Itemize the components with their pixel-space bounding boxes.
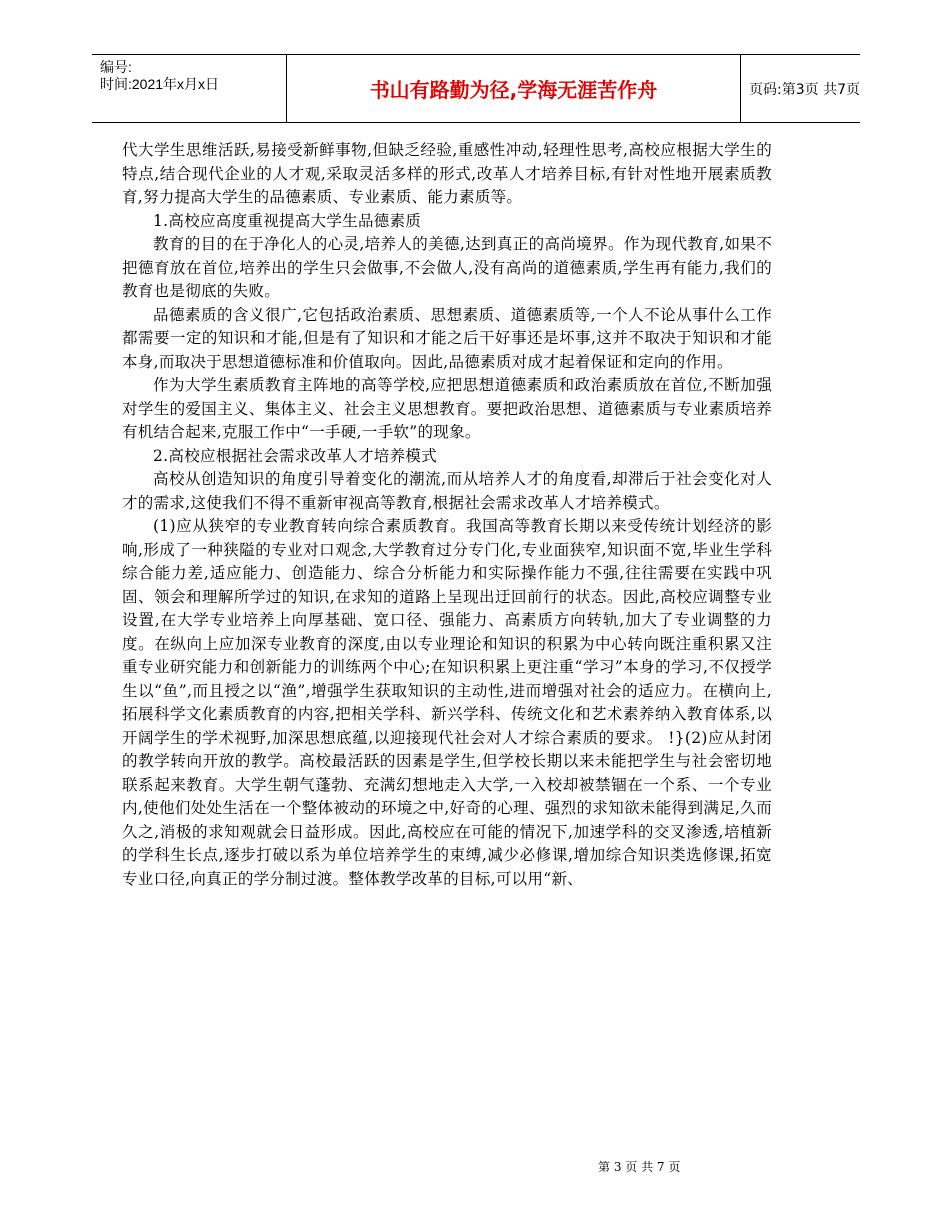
document-number-label: 编号: bbox=[100, 59, 132, 75]
body-text bbox=[122, 139, 772, 891]
section-heading: 2.高校应根据社会需求改革人才培养模式 bbox=[153, 446, 437, 465]
header-page-number: 页码:第3页 共7页 bbox=[749, 81, 860, 98]
page-header bbox=[92, 54, 860, 123]
paragraph: 高校从创造知识的角度引导着变化的潮流,而从培养人才的角度看,却滞后于社会变化对人才的需求,这使我们不得不重新审视高等教育,根据社会需求改革人才培养模式。 bbox=[122, 470, 772, 512]
paragraph: 代大学生思维活跃,易接受新鲜事物,但缺乏经验,重感性冲动,轻理性思考,高校应根据大学生的特点,结合现代企业的人才观,采取灵活多样的形式,改革人才培养目标,有针对性地开展素质教育,努力提高大学生的品德素质、专业素质、能力素质等。 bbox=[122, 141, 772, 206]
header-motto: 书山有路勤为径,学海无涯苦作舟 bbox=[286, 55, 741, 122]
paragraph: 教育的目的在于净化人的心灵,培养人的美德,达到真正的高尚境界。作为现代教育,如果不把德育放在首位,培养出的学生只会做事,不会做人,没有高尚的道德素质,学生再有能力,我们的教育也是彻底的失败。 bbox=[122, 235, 772, 300]
page-footer: 第 3 页 共 7 页 bbox=[598, 1160, 681, 1174]
section-heading: 1.高校应高度重视提高大学生品德素质 bbox=[153, 211, 422, 230]
document-time-label: 时间:2021年x月x日 bbox=[100, 76, 220, 92]
paragraph: (1)应从狭窄的专业教育转向综合素质教育。我国高等教育长期以来受传统计划经济的影响,形成了一种狭隘的专业对口观念,大学教育过分专门化,专业面狭窄,知识面不宽,毕业生学科综合能力差,适应能力、创造能力、综合分析能力和实际操作能力不强,往往需要在实践中巩固、领会和理解所学过的知识,在求知的道路上呈现出迂回前行的状态。因此,高校应调整专业设置,在大学专业培养上向厚基础、宽口径、强能力、高素质方向转轨,加大了专业调整的力度。在纵向上应加深专业教育的深度,由以专业理论和知识的积累为中心转向既注重积累又注重专业研究能力和创新能力的训练两个中心;在知识积累上更注重“学习”本身的学习,不仅授学生以“鱼”,而且授之以“渔”,增强学生获取知识的主动性,进而增强对社会的适应力。在横向上,拓展科学文化素质教育的内容,把相关学科、新兴学科、传统文化和艺术素养纳入教育体系,以开阔学生的学术视野,加深思想底蕴,以迎接现代社会对人才综合素质的要求。 !}(2)应从封闭的教学转向开放的教学。高校最活跃的因素是学生,但学校长期以来未能把学生与社会密切地联系起来教育。大学生朝气蓬勃、充满幻想地走入大学,一入校却被禁锢在一个系、一个专业内,使他们处处生活在一个整体被动的环境之中,好奇的心理、强烈的求知欲未能得到满足,久而久之,消极的求知观就会日益形成。因此,高校应在可能的情况下,加速学科的交叉渗透,培植新的学科生长点,逐步打破以系为单位培养学生的束缚,减少必修课,增加综合知识类选修课,拓宽专业口径,向真正的学分制过渡。整体教学改革的目标,可以用“新、 bbox=[122, 517, 772, 888]
header-meta bbox=[92, 55, 286, 122]
paragraph: 作为大学生素质教育主阵地的高等学校,应把思想道德素质和政治素质放在首位,不断加强对学生的爱国主义、集体主义、社会主义思想教育。要把政治思想、道德素质与专业素质培养有机结合起来,克服工作中“一手硬,一手软”的现象。 bbox=[122, 376, 772, 441]
paragraph: 品德素质的含义很广,它包括政治素质、思想素质、道德素质等,一个人不论从事什么工作都需要一定的知识和才能,但是有了知识和才能之后干好事还是坏事,这并不取决于知识和才能本身,而取决于思想道德标准和价值取向。因此,品德素质对成才起着保证和定向的作用。 bbox=[122, 305, 772, 371]
